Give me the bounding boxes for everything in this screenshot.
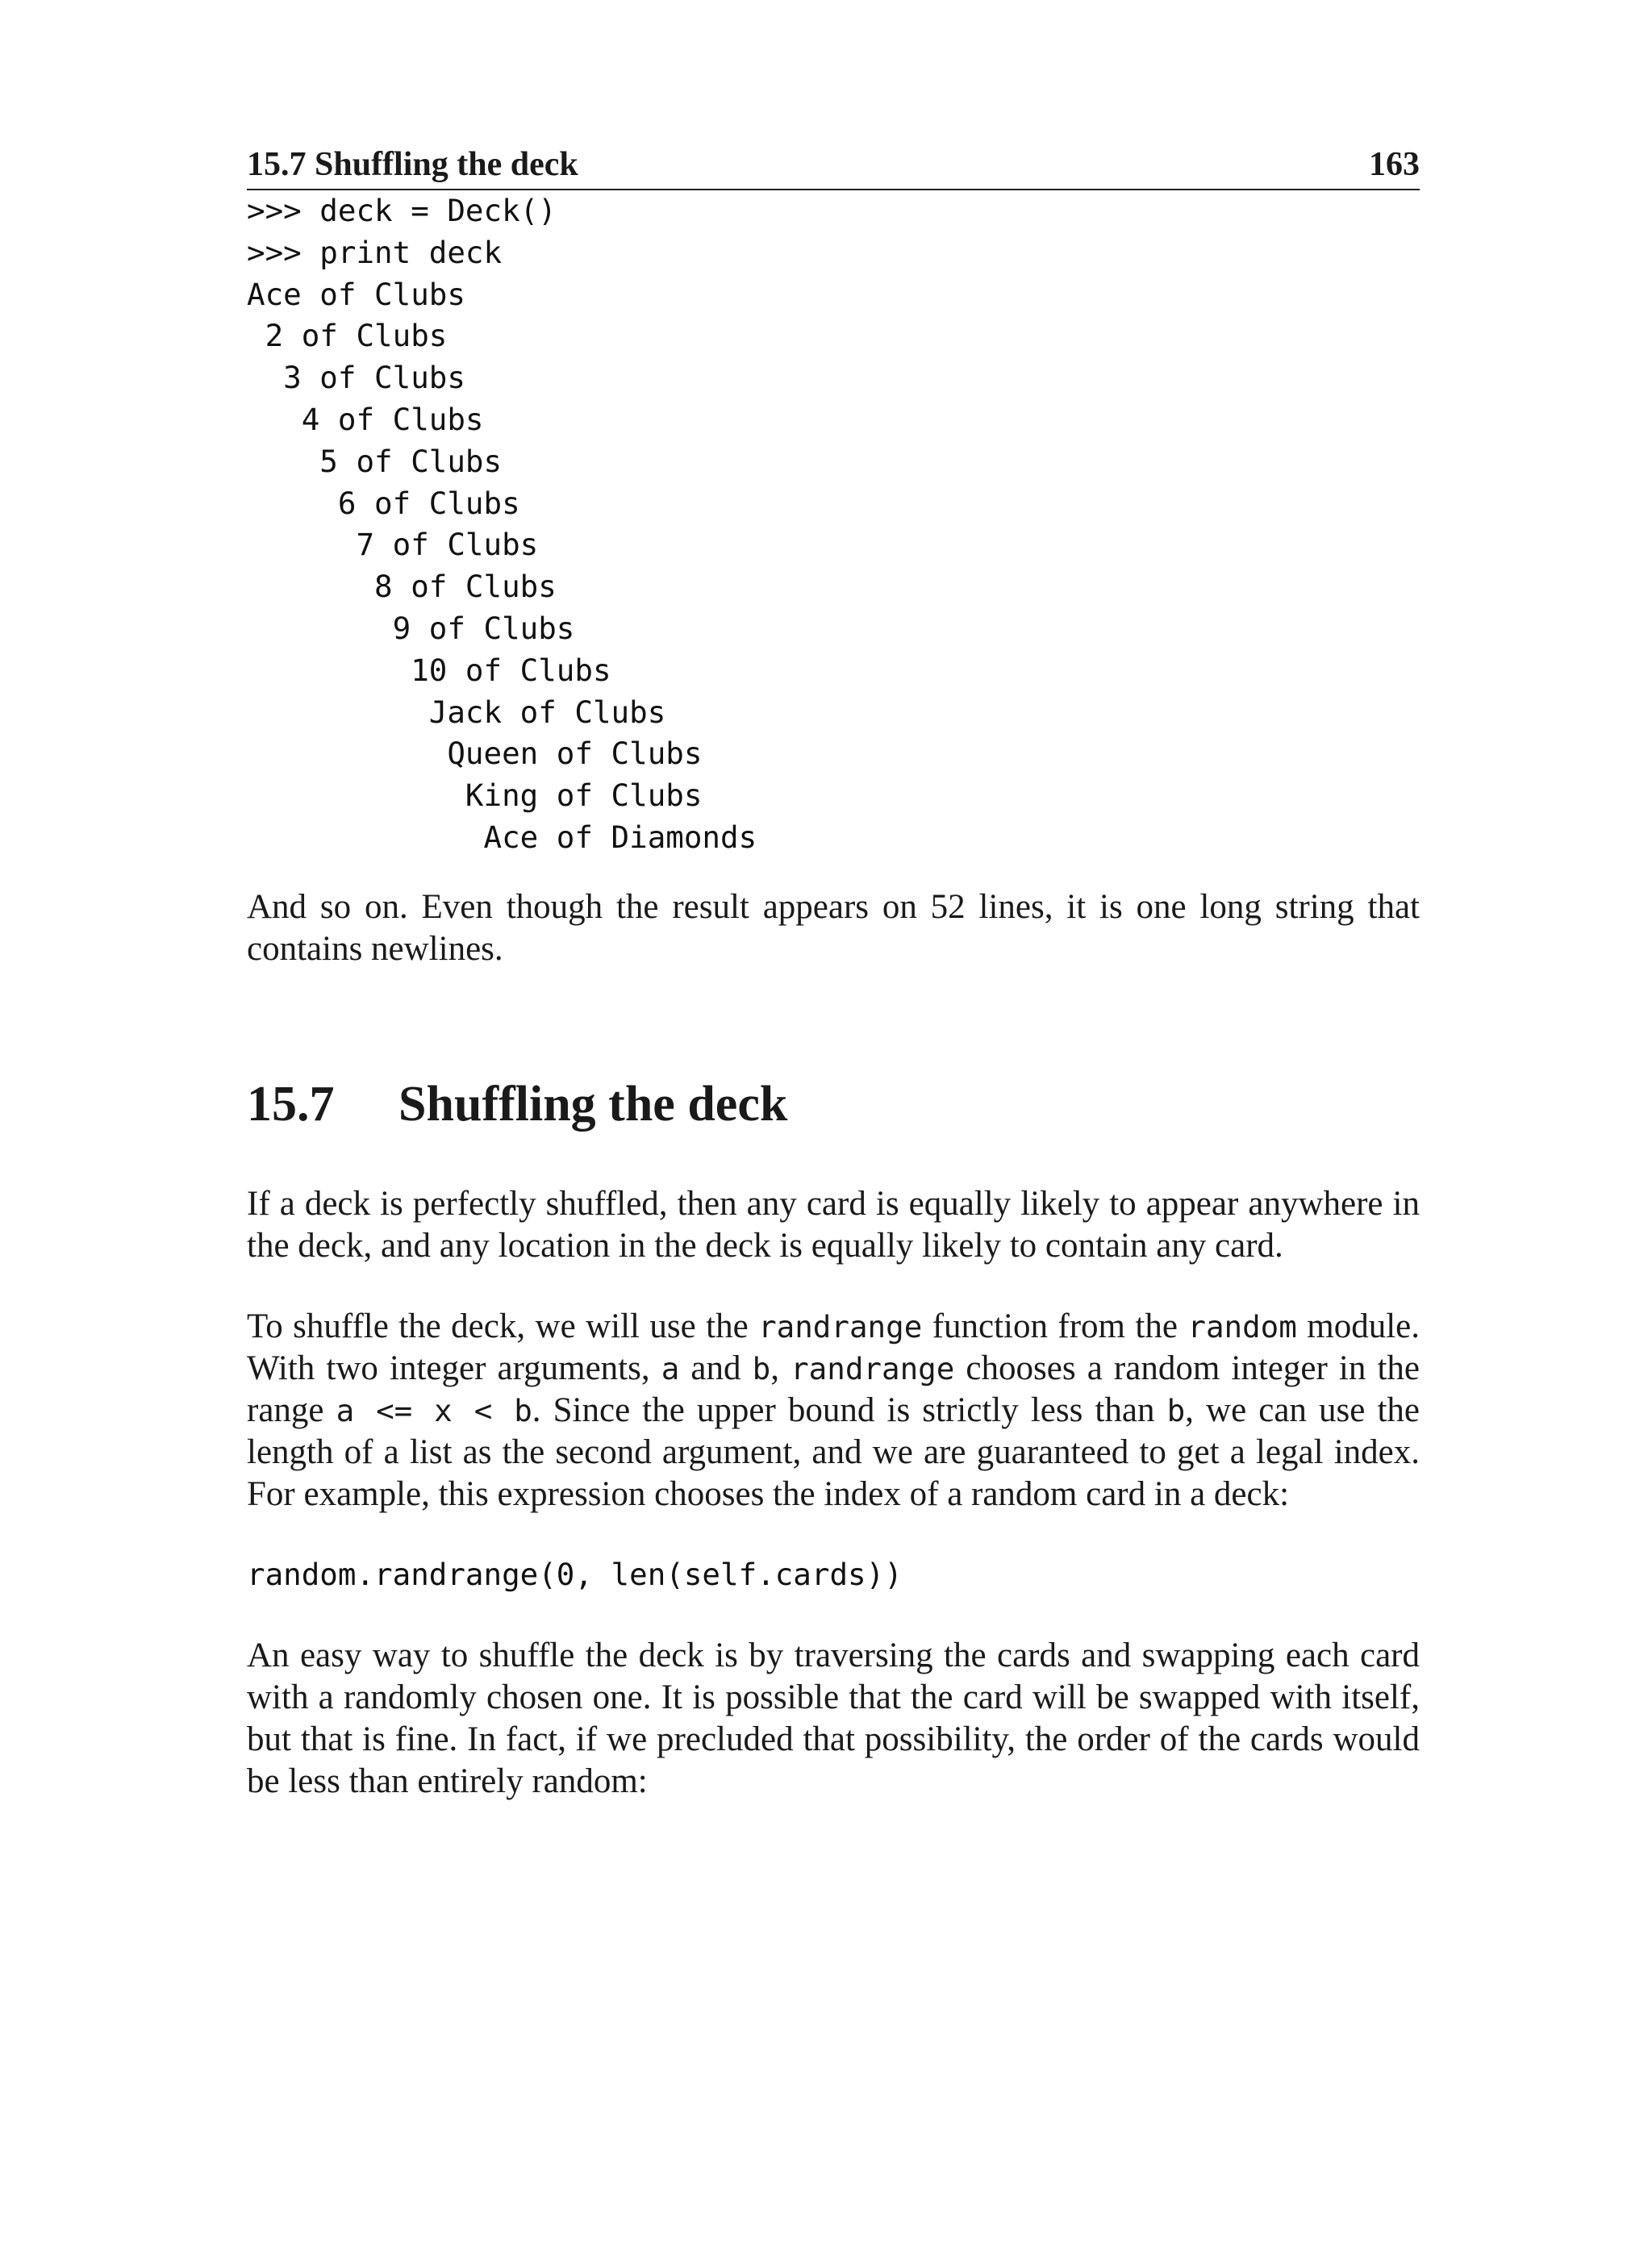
paragraph-newlines: And so on. Even though the result appears on 52 lines, it is one long string that contains newlines. (247, 887, 1420, 968)
code-randrange: random.randrange(0, len(self.cards)) (247, 1556, 903, 1592)
inline-code: random (1187, 1308, 1297, 1345)
inline-code: a (661, 1350, 680, 1386)
paragraph-shuffled: If a deck is perfectly shuffled, then any card is equally likely to appear anywhere in the deck, and any location in the deck is equally likely to contain any card. (247, 1184, 1420, 1265)
inline-code: randrange (758, 1308, 923, 1345)
book-page (247, 145, 1420, 1803)
inline-code: b (1166, 1392, 1186, 1428)
section-heading (247, 1075, 1420, 1133)
running-header (247, 145, 1420, 190)
section-title: Shuffling the deck (398, 1076, 788, 1132)
paragraph-randrange: To shuffle the deck, we will use the randrange function from the random module. With two integer arguments, a and b, randrange chooses a random integer in the range a <= x < b. Since the upper bound is strictly less than b, we can use the length of a list as the second argument, and we are guaranteed to get a legal index. For example, this expression chooses the index of a random card in a deck: (247, 1307, 1420, 1513)
running-header-title: 15.7 Shuffling the deck (247, 146, 578, 183)
page-number: 163 (1369, 146, 1420, 183)
inline-code: b (752, 1350, 771, 1386)
section-number: 15.7 (247, 1076, 335, 1132)
code-print-deck: >>> deck = Deck() >>> print deck Ace of Clubs 2 of Clubs 3 of Clubs 4 of Clubs 5 of Clubs 6 of Clubs 7 of Clubs 8 of Clubs 9 of Clubs 10 of Clubs Jack of Clubs Queen of Clubs King of Clubs Ace of Diamonds (247, 193, 757, 855)
paragraph-swap: An easy way to shuffle the deck is by traversing the cards and swapping each card with a randomly chosen one. It is possible that the card will be swapped with itself, but that is fine. In fact, if we precluded that possibility, the order of the cards would be less than entirely random: (247, 1636, 1420, 1800)
inline-code: randrange (791, 1350, 955, 1386)
inline-code: a <= x < b (336, 1392, 532, 1428)
